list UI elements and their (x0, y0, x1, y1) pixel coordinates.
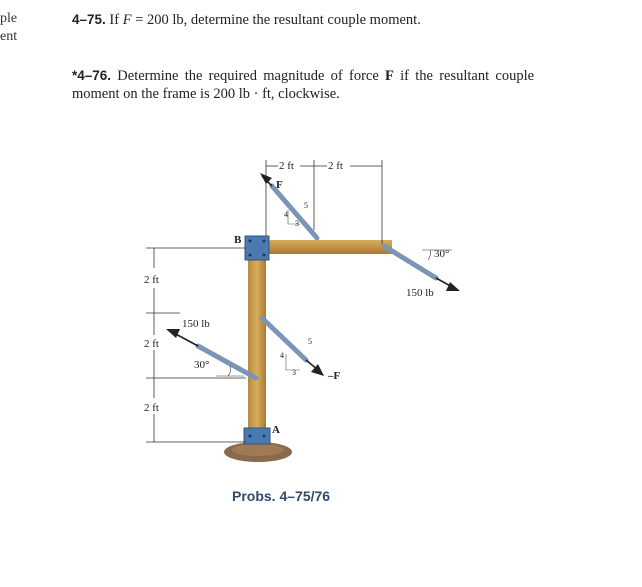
problem-text: = 200 lb, determine the resultant couple moment. (135, 12, 421, 28)
variable-F: F (122, 12, 132, 28)
problem-number: 4–75. (72, 12, 106, 27)
force-right-rod (384, 246, 436, 278)
problem-text: Determine the required magnitude of force (117, 68, 379, 84)
dimension-label: 2 ft (144, 274, 159, 286)
slope-label: 4 (280, 351, 284, 360)
margin-fragment: ent (0, 29, 18, 44)
dimension-label: 2 ft (279, 160, 294, 172)
point-a-label: A (272, 424, 280, 436)
slope-label: 5 (308, 337, 312, 346)
problem-4-76 (72, 67, 534, 103)
force-neg-f-label: –F (328, 370, 341, 382)
force-right-arrowhead (446, 282, 460, 291)
force-neg-f-rod (262, 318, 306, 360)
variable-F: F (385, 68, 394, 84)
angle-label: 30° (434, 248, 450, 260)
problem-number: *4–76. (72, 68, 112, 83)
problem-text: if the resultant couple moment on the frame is 200 lb · ft, clockwise. (72, 68, 535, 102)
slope-label: 3 (295, 219, 299, 228)
dimension-label: 2 ft (328, 160, 343, 172)
force-f-rod (272, 186, 317, 238)
dimension-label: 2 ft (144, 402, 159, 414)
vertical-member (248, 250, 266, 442)
slope-label: 3 (292, 368, 296, 377)
slope-label: 5 (304, 201, 308, 210)
force-label: 150 lb (406, 287, 434, 299)
point-b-label: B (234, 234, 242, 246)
problem-4-75 (72, 11, 534, 29)
figure-caption: Probs. 4–75/76 (232, 488, 331, 504)
problem-text: If (109, 12, 120, 28)
joint-b (245, 236, 269, 260)
dimension-label: 2 ft (144, 338, 159, 350)
support-a (244, 428, 270, 444)
margin-fragment: ple (0, 11, 18, 26)
angle-label: 30° (194, 359, 210, 371)
force-label: 150 lb (182, 318, 210, 330)
frame-figure (120, 150, 500, 480)
horizontal-member (266, 240, 392, 254)
force-f-label: F (276, 179, 283, 191)
force-left-arrowhead (166, 329, 180, 338)
slope-label: 4 (284, 210, 288, 219)
